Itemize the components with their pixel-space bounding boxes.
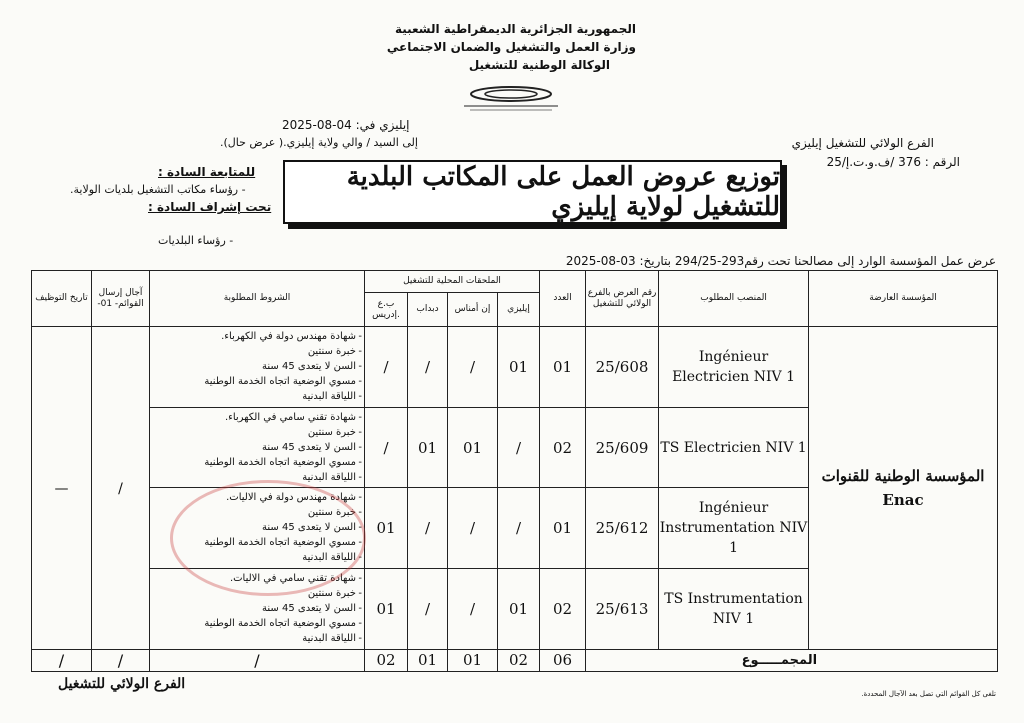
- annex-bordj-cell: /: [365, 407, 408, 488]
- ministry-name: وزارة العمل والتشغيل والضمان الاجتماعي: [386, 40, 636, 54]
- annex-debdeb-cell: 01: [408, 407, 448, 488]
- annex-bordj-cell: 01: [365, 488, 408, 569]
- header-hire-date: تاريخ التوظيف: [32, 271, 92, 327]
- position-cell: TS Electricien NIV 1: [659, 407, 809, 488]
- position-cell: Ingénieur Electricien NIV 1: [659, 327, 809, 408]
- count-cell: 01: [540, 488, 586, 569]
- header-annex-group: الملحقات المحلية للتشغيل: [365, 271, 540, 293]
- followup-item: - رؤساء مكاتب التشغيل بلديات الولاية.: [70, 183, 246, 196]
- conditions-cell: - شهادة مهندس دولة في الكهرباء. - خبرة سنتين - السن لا يتعدى 45 سنة - مسوي الوضعية اتجاه الخدمة الوطنية - اللياقة البدنية: [150, 327, 365, 408]
- total-label: المجمـــــوع: [586, 649, 998, 671]
- ref-cell: 25/613: [586, 569, 659, 650]
- branch-ref: الرقم : 376 /ف.و.ت.إ/25: [826, 155, 960, 169]
- ref-cell: 25/608: [586, 327, 659, 408]
- letter-date: إيليزي في: 04-08-2025: [282, 118, 410, 132]
- org-name-lat: Enac: [882, 490, 924, 509]
- header-annex-illizi: إيليزي: [498, 293, 540, 327]
- supervision-item: - رؤساء البلديات: [158, 234, 234, 247]
- header-ref: رقم العرض بالفرع الولائي للتشغيل: [586, 271, 659, 327]
- count-cell: 01: [540, 327, 586, 408]
- total-hire-cell: /: [32, 649, 92, 671]
- followup-heading: للمتابعة السادة :: [158, 165, 256, 179]
- total-bordj-cell: 02: [365, 649, 408, 671]
- annex-illizi-cell: 01: [498, 569, 540, 650]
- letter-recipient: إلى السيد / والي ولاية إيليزي.( عرض حال).: [220, 136, 418, 149]
- branch-name: الفرع الولائي للتشغيل إيليزي: [791, 136, 934, 150]
- total-row: [32, 649, 998, 671]
- republic-name: الجمهورية الجزائرية الديمقراطية الشعبية: [394, 22, 636, 36]
- document-title: توزيع عروض العمل على المكاتب البلدية للتشغيل لولاية إيليزي: [283, 160, 782, 224]
- annex-illizi-cell: 01: [498, 327, 540, 408]
- header-conditions: الشروط المطلوبة: [150, 271, 365, 327]
- conditions-cell: - شهادة تقني سامي في الكهرباء. - خبرة سنتين - السن لا يتعدى 45 سنة - مسوي الوضعية اتجاه الخدمة الوطنية - اللياقة البدنية: [150, 407, 365, 488]
- agency-logo-icon: [456, 80, 566, 114]
- ref-cell: 25/612: [586, 488, 659, 569]
- header-annex-debdeb: دبداب: [408, 293, 448, 327]
- agency-name: الوكالة الوطنية للتشغيل: [468, 58, 610, 72]
- annex-bordj-cell: 01: [365, 569, 408, 650]
- signature-block: الفرع الولائي للتشغيل: [58, 676, 186, 692]
- annex-debdeb-cell: /: [408, 488, 448, 569]
- total-illizi-cell: 02: [498, 649, 540, 671]
- annex-illizi-cell: /: [498, 407, 540, 488]
- ref-cell: 25/609: [586, 407, 659, 488]
- count-cell: 02: [540, 407, 586, 488]
- header-position: المنصب المطلوب: [659, 271, 809, 327]
- org-cell: [809, 327, 998, 650]
- hire-date-cell: —: [32, 327, 92, 650]
- count-cell: 02: [540, 569, 586, 650]
- annex-inamenas-cell: /: [448, 569, 498, 650]
- header-deadline: آجال إرسال القوائم- 01-: [92, 271, 150, 327]
- annex-inamenas-cell: 01: [448, 407, 498, 488]
- annex-debdeb-cell: /: [408, 569, 448, 650]
- annex-inamenas-cell: /: [448, 488, 498, 569]
- total-deadline-cell: /: [92, 649, 150, 671]
- total-debdeb-cell: 01: [408, 649, 448, 671]
- header-org: المؤسسة العارضة: [809, 271, 998, 327]
- supervision-heading: تحت إشراف السادة :: [148, 200, 272, 214]
- header-count: العدد: [540, 271, 586, 327]
- annex-illizi-cell: /: [498, 488, 540, 569]
- position-cell: Ingénieur Instrumentation NIV 1: [659, 488, 809, 569]
- org-name-ar: المؤسسة الوطنية للقنوات: [821, 466, 985, 485]
- offers-table: [31, 270, 998, 672]
- conditions-cell: - شهادة مهندس دولة في الاليات. - خبرة سنتين - السن لا يتعدى 45 سنة - مسوي الوضعية اتجاه الخدمة الوطنية - اللياقة البدنية: [150, 488, 365, 569]
- annex-inamenas-cell: /: [448, 327, 498, 408]
- footnote: تلغى كل القوائم التي تصل بعد الآجال المحددة.: [861, 690, 996, 698]
- total-conditions-cell: /: [150, 649, 365, 671]
- deadline-cell: /: [92, 327, 150, 650]
- total-count-cell: 06: [540, 649, 586, 671]
- header-annex-inamenas: إن أمناس: [448, 293, 498, 327]
- annex-debdeb-cell: /: [408, 327, 448, 408]
- header-annex-bordj: ب.ع .إدريس: [365, 293, 408, 327]
- total-inamenas-cell: 01: [448, 649, 498, 671]
- annex-bordj-cell: /: [365, 327, 408, 408]
- conditions-cell: - شهادة تقني سامي في الاليات. - خبرة سنتين - السن لا يتعدى 45 سنة - مسوي الوضعية اتجاه الخدمة الوطنية - اللياقة البدنية: [150, 569, 365, 650]
- intro-line: عرض عمل المؤسسة الوارد إلى مصالحنا تحت رقم293-294/25 بتاريخ: 03-08-2025: [565, 254, 996, 268]
- table-row: [32, 327, 998, 408]
- position-cell: TS Instrumentation NIV 1: [659, 569, 809, 650]
